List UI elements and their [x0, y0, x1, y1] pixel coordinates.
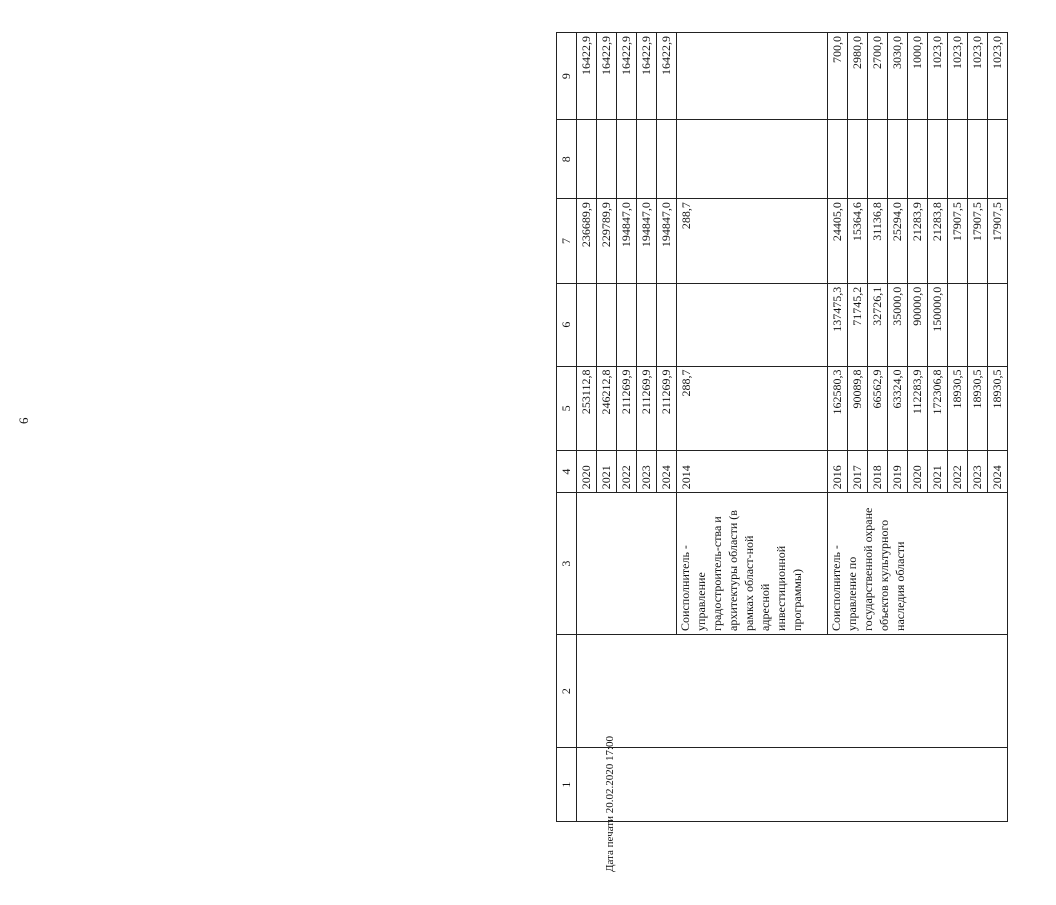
year-cell: 2022 — [948, 451, 968, 493]
c7-cell: 21283,9 — [908, 199, 928, 284]
c7-cell: 229789,9 — [597, 199, 617, 284]
year-cell: 2021 — [928, 451, 948, 493]
c6-cell — [948, 283, 968, 366]
column-header: 2 — [557, 634, 577, 747]
column-header: 7 — [557, 199, 577, 284]
total-cell: 172306,8 — [928, 366, 948, 451]
c6-cell — [677, 283, 828, 366]
year-cell: 2024 — [657, 451, 677, 493]
c9-cell: 16422,9 — [657, 33, 677, 120]
c7-cell: 194847,0 — [657, 199, 677, 284]
rotated-table-container — [556, 32, 1056, 822]
c9-cell: 16422,9 — [597, 33, 617, 120]
c6-cell — [617, 283, 637, 366]
c8-cell — [637, 120, 657, 199]
column-header: 1 — [557, 748, 577, 822]
year-cell: 2022 — [617, 451, 637, 493]
c9-cell: 16422,9 — [617, 33, 637, 120]
year-cell: 2020 — [577, 451, 597, 493]
c8-cell — [677, 120, 828, 199]
executor-cell: Соисполнитель - управление градостроитель-ства и архитектуры области (в рамках област-ной адресной инвестиционной программы) — [677, 493, 828, 635]
c9-cell: 2700,0 — [868, 33, 888, 120]
total-cell: 288,7 — [677, 366, 828, 451]
c8-cell — [868, 120, 888, 199]
total-cell: 18930,5 — [968, 366, 988, 451]
c8-cell — [888, 120, 908, 199]
c7-cell: 17907,5 — [948, 199, 968, 284]
year-cell: 2023 — [968, 451, 988, 493]
c9-cell: 1023,0 — [928, 33, 948, 120]
year-cell: 2023 — [637, 451, 657, 493]
col1-cell — [577, 748, 1008, 822]
total-cell: 18930,5 — [988, 366, 1008, 451]
table-body — [577, 33, 1008, 822]
c8-cell — [908, 120, 928, 199]
c8-cell — [928, 120, 948, 199]
year-cell: 2019 — [888, 451, 908, 493]
c6-cell — [988, 283, 1008, 366]
executor-cell: Соисполнитель - управление по государственной охране объектов культурного наследия области — [828, 493, 1008, 635]
c6-cell: 150000,0 — [928, 283, 948, 366]
c8-cell — [597, 120, 617, 199]
col2-cell — [577, 634, 1008, 747]
c9-cell: 2980,0 — [848, 33, 868, 120]
c7-cell: 17907,5 — [988, 199, 1008, 284]
c6-cell — [968, 283, 988, 366]
c7-cell: 21283,8 — [928, 199, 948, 284]
total-cell: 63324,0 — [888, 366, 908, 451]
total-cell: 112283,9 — [908, 366, 928, 451]
c8-cell — [617, 120, 637, 199]
total-cell: 90089,8 — [848, 366, 868, 451]
executor-cell — [577, 493, 677, 635]
print-date: Дата печати 20.02.2020 17:00 — [604, 735, 616, 872]
c6-cell — [597, 283, 617, 366]
year-cell: 2020 — [908, 451, 928, 493]
total-cell: 66562,9 — [868, 366, 888, 451]
total-cell: 18930,5 — [948, 366, 968, 451]
c6-cell — [657, 283, 677, 366]
c7-cell: 236689,9 — [577, 199, 597, 284]
c8-cell — [948, 120, 968, 199]
c8-cell — [968, 120, 988, 199]
total-cell: 253112,8 — [577, 366, 597, 451]
column-header: 3 — [557, 493, 577, 635]
c6-cell: 90000,0 — [908, 283, 928, 366]
c9-cell: 1023,0 — [988, 33, 1008, 120]
year-cell: 2014 — [677, 451, 828, 493]
c7-cell: 25294,0 — [888, 199, 908, 284]
c7-cell: 288,7 — [677, 199, 828, 284]
c7-cell: 15364,6 — [848, 199, 868, 284]
c8-cell — [828, 120, 848, 199]
column-header: 9 — [557, 33, 577, 120]
c8-cell — [657, 120, 677, 199]
c6-cell: 35000,0 — [888, 283, 908, 366]
c7-cell: 31136,8 — [868, 199, 888, 284]
c6-cell: 71745,2 — [848, 283, 868, 366]
column-header: 8 — [557, 120, 577, 199]
c6-cell — [637, 283, 657, 366]
c9-cell — [677, 33, 828, 120]
c7-cell: 194847,0 — [617, 199, 637, 284]
page-number: 6 — [16, 417, 31, 424]
c6-cell: 137475,3 — [828, 283, 848, 366]
column-number-row — [557, 33, 577, 822]
total-cell: 162580,3 — [828, 366, 848, 451]
budget-table — [556, 32, 1008, 822]
c8-cell — [848, 120, 868, 199]
year-cell: 2016 — [828, 451, 848, 493]
total-cell: 211269,9 — [657, 366, 677, 451]
c6-cell: 32726,1 — [868, 283, 888, 366]
year-cell: 2021 — [597, 451, 617, 493]
c7-cell: 24405,0 — [828, 199, 848, 284]
table-row — [577, 33, 597, 822]
c9-cell: 1023,0 — [948, 33, 968, 120]
year-cell: 2024 — [988, 451, 1008, 493]
column-header: 6 — [557, 283, 577, 366]
c6-cell — [577, 283, 597, 366]
c8-cell — [577, 120, 597, 199]
c9-cell: 16422,9 — [637, 33, 657, 120]
c9-cell: 3030,0 — [888, 33, 908, 120]
year-cell: 2018 — [868, 451, 888, 493]
c7-cell: 194847,0 — [637, 199, 657, 284]
total-cell: 211269,9 — [617, 366, 637, 451]
c7-cell: 17907,5 — [968, 199, 988, 284]
c8-cell — [988, 120, 1008, 199]
column-header: 5 — [557, 366, 577, 451]
year-cell: 2017 — [848, 451, 868, 493]
total-cell: 211269,9 — [637, 366, 657, 451]
c9-cell: 700,0 — [828, 33, 848, 120]
total-cell: 246212,8 — [597, 366, 617, 451]
c9-cell: 16422,9 — [577, 33, 597, 120]
column-header: 4 — [557, 451, 577, 493]
c9-cell: 1000,0 — [908, 33, 928, 120]
c9-cell: 1023,0 — [968, 33, 988, 120]
